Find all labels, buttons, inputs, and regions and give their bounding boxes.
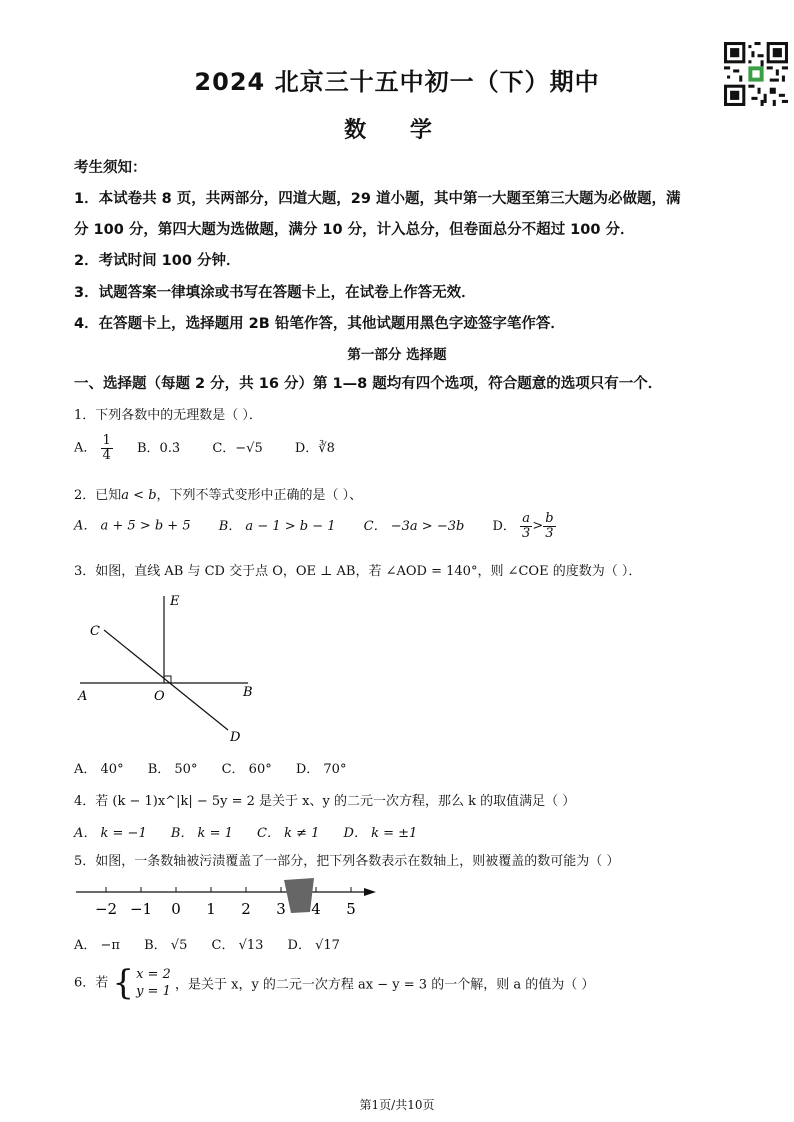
notice-item-3: 3．试题答案一律填涂或书写在答题卡上，在试卷上作答无效． — [74, 285, 476, 301]
q3-option-a: A． 40° — [74, 762, 124, 777]
number-line-tick-label: −2 — [94, 900, 118, 918]
q6-system-line-1: x = 2 — [136, 967, 171, 982]
q2-options — [74, 512, 556, 540]
line-cd — [104, 630, 228, 730]
q1-option-a-numerator: 1 — [102, 433, 111, 448]
label-c: C — [90, 624, 100, 639]
q2-stem-pre: 2．已知 — [74, 488, 122, 503]
q3-option-c: C． 60° — [221, 762, 272, 777]
q3-option-b: B． 50° — [147, 762, 198, 777]
q6-system-line-2: y = 1 — [136, 984, 171, 999]
q5-option-d: D． √17 — [287, 938, 340, 953]
number-line-tick-label: −1 — [129, 900, 153, 918]
notice-heading: 考生须知： — [74, 160, 147, 176]
q2-option-c: C． −3a > −3b — [363, 518, 465, 534]
exam-title: 2024 北京三十五中初一（下）期中 — [194, 68, 600, 96]
q5-stem: 5．如图，一条数轴被污渍覆盖了一部分，把下列各数表示在数轴上，则被覆盖的数可能为（ ） — [74, 854, 620, 869]
q4-option-b: B． k = 1 — [170, 826, 233, 841]
q2-option-d-right-fraction — [543, 512, 555, 540]
number-line-tick-label: 4 — [311, 900, 321, 918]
number-line-tick-label: 0 — [171, 900, 181, 918]
notice-item-4: 4．在答题卡上，选择题用 2B 铅笔作答，其他试题用黑色字迹签字笔作答． — [74, 316, 565, 332]
q1-options — [74, 434, 335, 462]
q4-options — [74, 822, 417, 841]
q2-d-den1: 3 — [522, 525, 531, 541]
section-1-title: 一、选择题（每题 2 分，共 16 分）第 1—8 题均有四个选项，符合题意的选项只有一个． — [74, 376, 663, 392]
label-d: D — [230, 730, 241, 745]
number-line-tick-label: 3 — [276, 900, 286, 918]
page-number: 第1页/共10页 — [359, 1098, 435, 1112]
q2-option-b: B． a − 1 > b − 1 — [218, 518, 336, 534]
q2-d-num1: a — [520, 512, 532, 527]
qr-code-icon — [724, 42, 788, 106]
q1-option-a-fraction — [101, 434, 113, 462]
q2-option-d-label: D． — [492, 518, 516, 534]
notice-item-1-line-2: 分 100 分，第四大题为选做题，满分 10 分，计入总分，但卷面总分不超过 100 分． — [74, 222, 635, 238]
q2-d-den2: 3 — [545, 525, 554, 541]
q1-option-a-denominator: 4 — [102, 447, 111, 463]
q2-d-relation: > — [532, 518, 544, 534]
q2-stem-math: a < b — [121, 488, 157, 503]
q5-option-a: A． −π — [74, 938, 120, 953]
q1-option-d: D．∛8 — [294, 440, 335, 456]
q6-stem — [74, 963, 595, 1003]
stain-blot — [284, 878, 314, 913]
q4-option-c: C． k ≠ 1 — [257, 826, 320, 841]
label-b: B — [243, 685, 253, 700]
q6-system — [136, 966, 171, 1000]
label-a: A — [78, 689, 88, 704]
part1-heading: 第一部分 选择题 — [347, 347, 447, 363]
q4-option-d: D． k = ±1 — [343, 826, 418, 841]
subject-title: 数 学 — [344, 118, 450, 143]
q6-prefix: 6．若 — [74, 975, 109, 991]
q3-stem: 3．如图，直线 AB 与 CD 交于点 O，OE ⊥ AB，若 ∠AOD = 140°，则 ∠COE 的度数为（ ）． — [74, 564, 642, 579]
q3-options — [74, 758, 346, 777]
q1-option-c: C．−√5 — [212, 440, 263, 456]
q1-option-b: B．0.3̇ — [136, 440, 181, 456]
q2-stem-post: ，下列不等式变形中正确的是（ ）、 — [156, 488, 363, 503]
q4-stem: 4．若 (k − 1)x^|k| − 5y = 2 是关于 x、y 的二元一次方程，那么 k 的取值满足（ ） — [74, 794, 576, 809]
q3-diagram — [70, 588, 270, 748]
q3-option-d: D． 70° — [295, 762, 347, 777]
notice-item-2: 2．考试时间 100 分钟． — [74, 253, 241, 269]
brace-icon: { — [112, 963, 135, 1003]
q6-rest: ，是关于 x，y 的二元一次方程 ax − y = 3 的一个解，则 a 的值为（ ） — [174, 977, 595, 993]
number-line-tick-label: 2 — [241, 900, 251, 918]
q1-option-a-label: A． — [74, 440, 97, 456]
label-o: O — [154, 689, 165, 704]
q5-option-b: B． √5 — [144, 938, 188, 953]
q2-option-d-left-fraction — [520, 512, 532, 540]
number-line-tick-label: 5 — [346, 900, 356, 918]
q5-number-line — [70, 872, 390, 922]
label-e: E — [170, 594, 180, 609]
number-line-tick-label: 1 — [206, 900, 216, 918]
number-line-arrow-icon — [364, 888, 376, 896]
q2-stem — [74, 484, 362, 503]
q4-option-a: A． k = −1 — [74, 826, 147, 841]
q5-option-c: C． √13 — [211, 938, 264, 953]
q2-option-a: A． a + 5 > b + 5 — [74, 518, 191, 534]
q2-d-num2: b — [545, 511, 554, 526]
notice-item-1-line-1: 1．本试卷共 8 页，共两部分，四道大题，29 道小题，其中第一大题至第三大题为必做题，满 — [74, 191, 681, 207]
q5-options — [74, 934, 340, 953]
q1-stem: 1．下列各数中的无理数是（ ）． — [74, 408, 262, 423]
